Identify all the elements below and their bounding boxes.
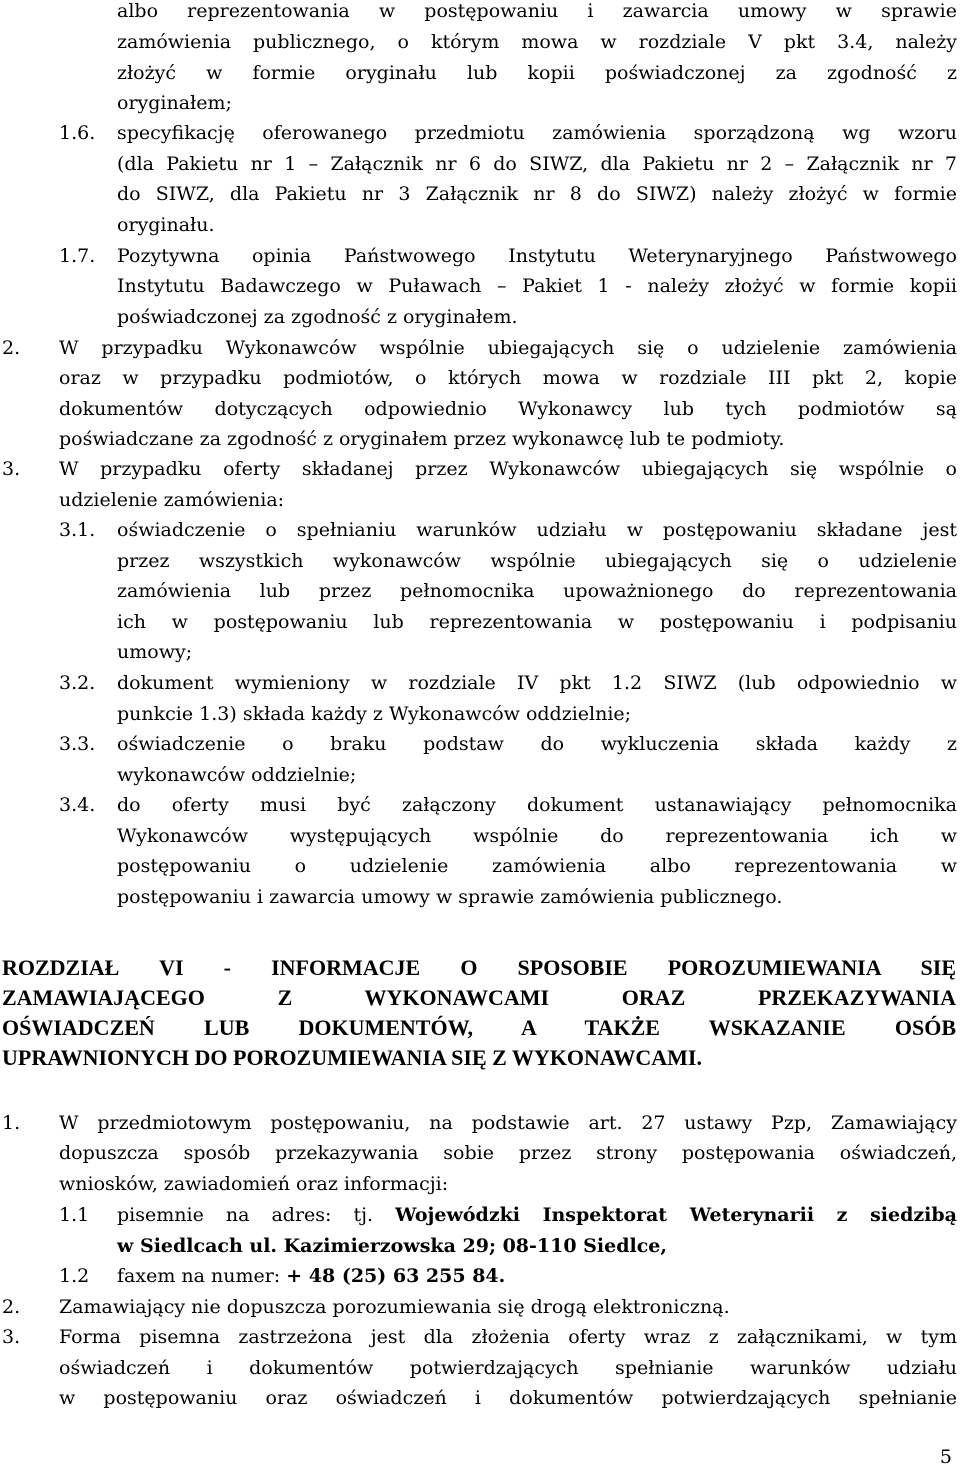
item-number: 1.1 (59, 1204, 90, 1226)
text-line: oraz w przypadku podmiotów, o których mowa w rozdziale III pkt 2, kopie (59, 367, 957, 389)
text-line: oryginałem; (117, 92, 232, 114)
text-line: Instytutu Badawczego w Puławach – Pakiet 1 - należy złożyć w formie kopii (117, 275, 957, 297)
item-number: 3.3. (59, 733, 96, 755)
item-number: 1.2 (59, 1265, 90, 1287)
text-line: do SIWZ, dla Pakietu nr 3 Załącznik nr 8 do SIWZ) należy złożyć w formie (117, 183, 957, 205)
text-line: oświadczenie o braku podstaw do wykluczenia składa każdy z (117, 733, 957, 755)
address-prefix: pisemnie na adres: tj. (117, 1204, 396, 1226)
item-number: 1.7. (59, 245, 96, 267)
page-number: 5 (939, 1446, 952, 1468)
heading-line: ZAMAWIAJĄCEGO Z WYKONAWCAMI ORAZ PRZEKAZYWANIA (2, 985, 956, 1010)
text-line: albo reprezentowania w postępowaniu i zawarcia umowy w sprawie (117, 0, 957, 22)
text-line: postępowaniu i zawarcia umowy w sprawie zamówienia publicznego. (117, 886, 783, 908)
item-number: 2. (2, 337, 21, 359)
text-line: (dla Pakietu nr 1 – Załącznik nr 6 do SIWZ, dla Pakietu nr 2 – Załącznik nr 7 (117, 153, 957, 175)
text-line: W przedmiotowym postępowaniu, na podstawie art. 27 ustawy Pzp, Zamawiający (59, 1112, 957, 1134)
item-number: 2. (2, 1296, 21, 1318)
text-line: zamówienia publicznego, o którym mowa w rozdziale V pkt 3.4, należy (117, 31, 957, 53)
address-bold: Wojewódzki Inspektorat Weterynarii z siedzibą (395, 1204, 957, 1226)
heading-line: UPRAWNIONYCH DO POROZUMIEWANIA SIĘ Z WYKONAWCAMI. (2, 1045, 702, 1070)
text-line: zamówienia lub przez pełnomocnika upoważnionego do reprezentowania (117, 580, 957, 602)
heading-line: ROZDZIAŁ VI - INFORMACJE O SPOSOBIE POROZUMIEWANIA SIĘ (2, 955, 956, 980)
text-line: Wykonawców występujących wspólnie do reprezentowania ich w (117, 825, 957, 847)
text-line: postępowaniu o udzielenie zamówienia albo reprezentowania w (117, 855, 957, 877)
text-line: wniosków, zawiadomień oraz informacji: (59, 1173, 449, 1195)
text-line: przez wszystkich wykonawców wspólnie ubiegających się o udzielenie (117, 550, 957, 572)
text-line: W przypadku Wykonawców wspólnie ubiegających się o udzielenie zamówienia (59, 337, 957, 359)
heading-line: OŚWIADCZEŃ LUB DOKUMENTÓW, A TAKŻE WSKAZANIE OSÓB (2, 1015, 956, 1040)
text-line: dopuszcza sposób przekazywania sobie przez strony postępowania oświadczeń, (59, 1142, 957, 1164)
text-line: dokumentów dotyczących odpowiednio Wykonawcy lub tych podmiotów są (59, 398, 957, 420)
text-line: poświadczonej za zgodność z oryginałem. (117, 306, 518, 328)
text-line: oświadczeń i dokumentów potwierdzających spełnianie warunków udziału (59, 1357, 957, 1379)
text-line: do oferty musi być załączony dokument ustanawiający pełnomocnika (117, 794, 957, 816)
text-line: W przypadku oferty składanej przez Wykonawców ubiegających się wspólnie o (59, 458, 957, 480)
text-line: w postępowaniu oraz oświadczeń i dokumentów potwierdzających spełnianie (59, 1387, 957, 1409)
item-number: 1. (2, 1112, 21, 1134)
text-line: wykonawców oddzielnie; (117, 764, 357, 786)
item-number: 3.2. (59, 672, 96, 694)
text-line: Zamawiający nie dopuszcza porozumiewania się drogą elektroniczną. (59, 1296, 730, 1318)
text-line: Pozytywna opinia Państwowego Instytutu Weterynaryjnego Państwowego (117, 245, 957, 267)
item-number: 3.4. (59, 794, 96, 816)
text-line: specyfikację oferowanego przedmiotu zamówienia sporządzoną wg wzoru (117, 122, 957, 144)
text-line (117, 1264, 505, 1288)
item-number: 3. (2, 458, 21, 480)
text-line: złożyć w formie oryginału lub kopii poświadczonej za zgodność z (117, 62, 957, 84)
text-line: Forma pisemna zastrzeżona jest dla złożenia oferty wraz z załącznikami, w tym (59, 1326, 957, 1348)
fax-prefix: faxem na numer: (117, 1265, 287, 1287)
item-number: 3.1. (59, 519, 96, 541)
text-line: poświadczane za zgodność z oryginałem przez wykonawcę lub te podmioty. (59, 428, 785, 450)
text-line: umowy; (117, 641, 193, 663)
address-line-2: w Siedlcach ul. Kazimierzowska 29; 08-110 Siedlce, (117, 1235, 667, 1257)
text-line: oświadczenie o spełnianiu warunków udziału w postępowaniu składane jest (117, 519, 957, 541)
fax-number: + 48 (25) 63 255 84. (286, 1265, 506, 1287)
item-number: 1.6. (59, 122, 96, 144)
text-line: punkcie 1.3) składa każdy z Wykonawców oddzielnie; (117, 703, 632, 725)
text-line: dokument wymieniony w rozdziale IV pkt 1.2 SIWZ (lub odpowiednio w (117, 672, 957, 694)
item-number: 3. (2, 1326, 21, 1348)
text-line: oryginału. (117, 214, 215, 236)
text-line (117, 1203, 957, 1227)
text-line: udzielenie zamówienia: (59, 489, 285, 511)
text-line: ich w postępowaniu lub reprezentowania w postępowaniu i podpisaniu (117, 611, 957, 633)
